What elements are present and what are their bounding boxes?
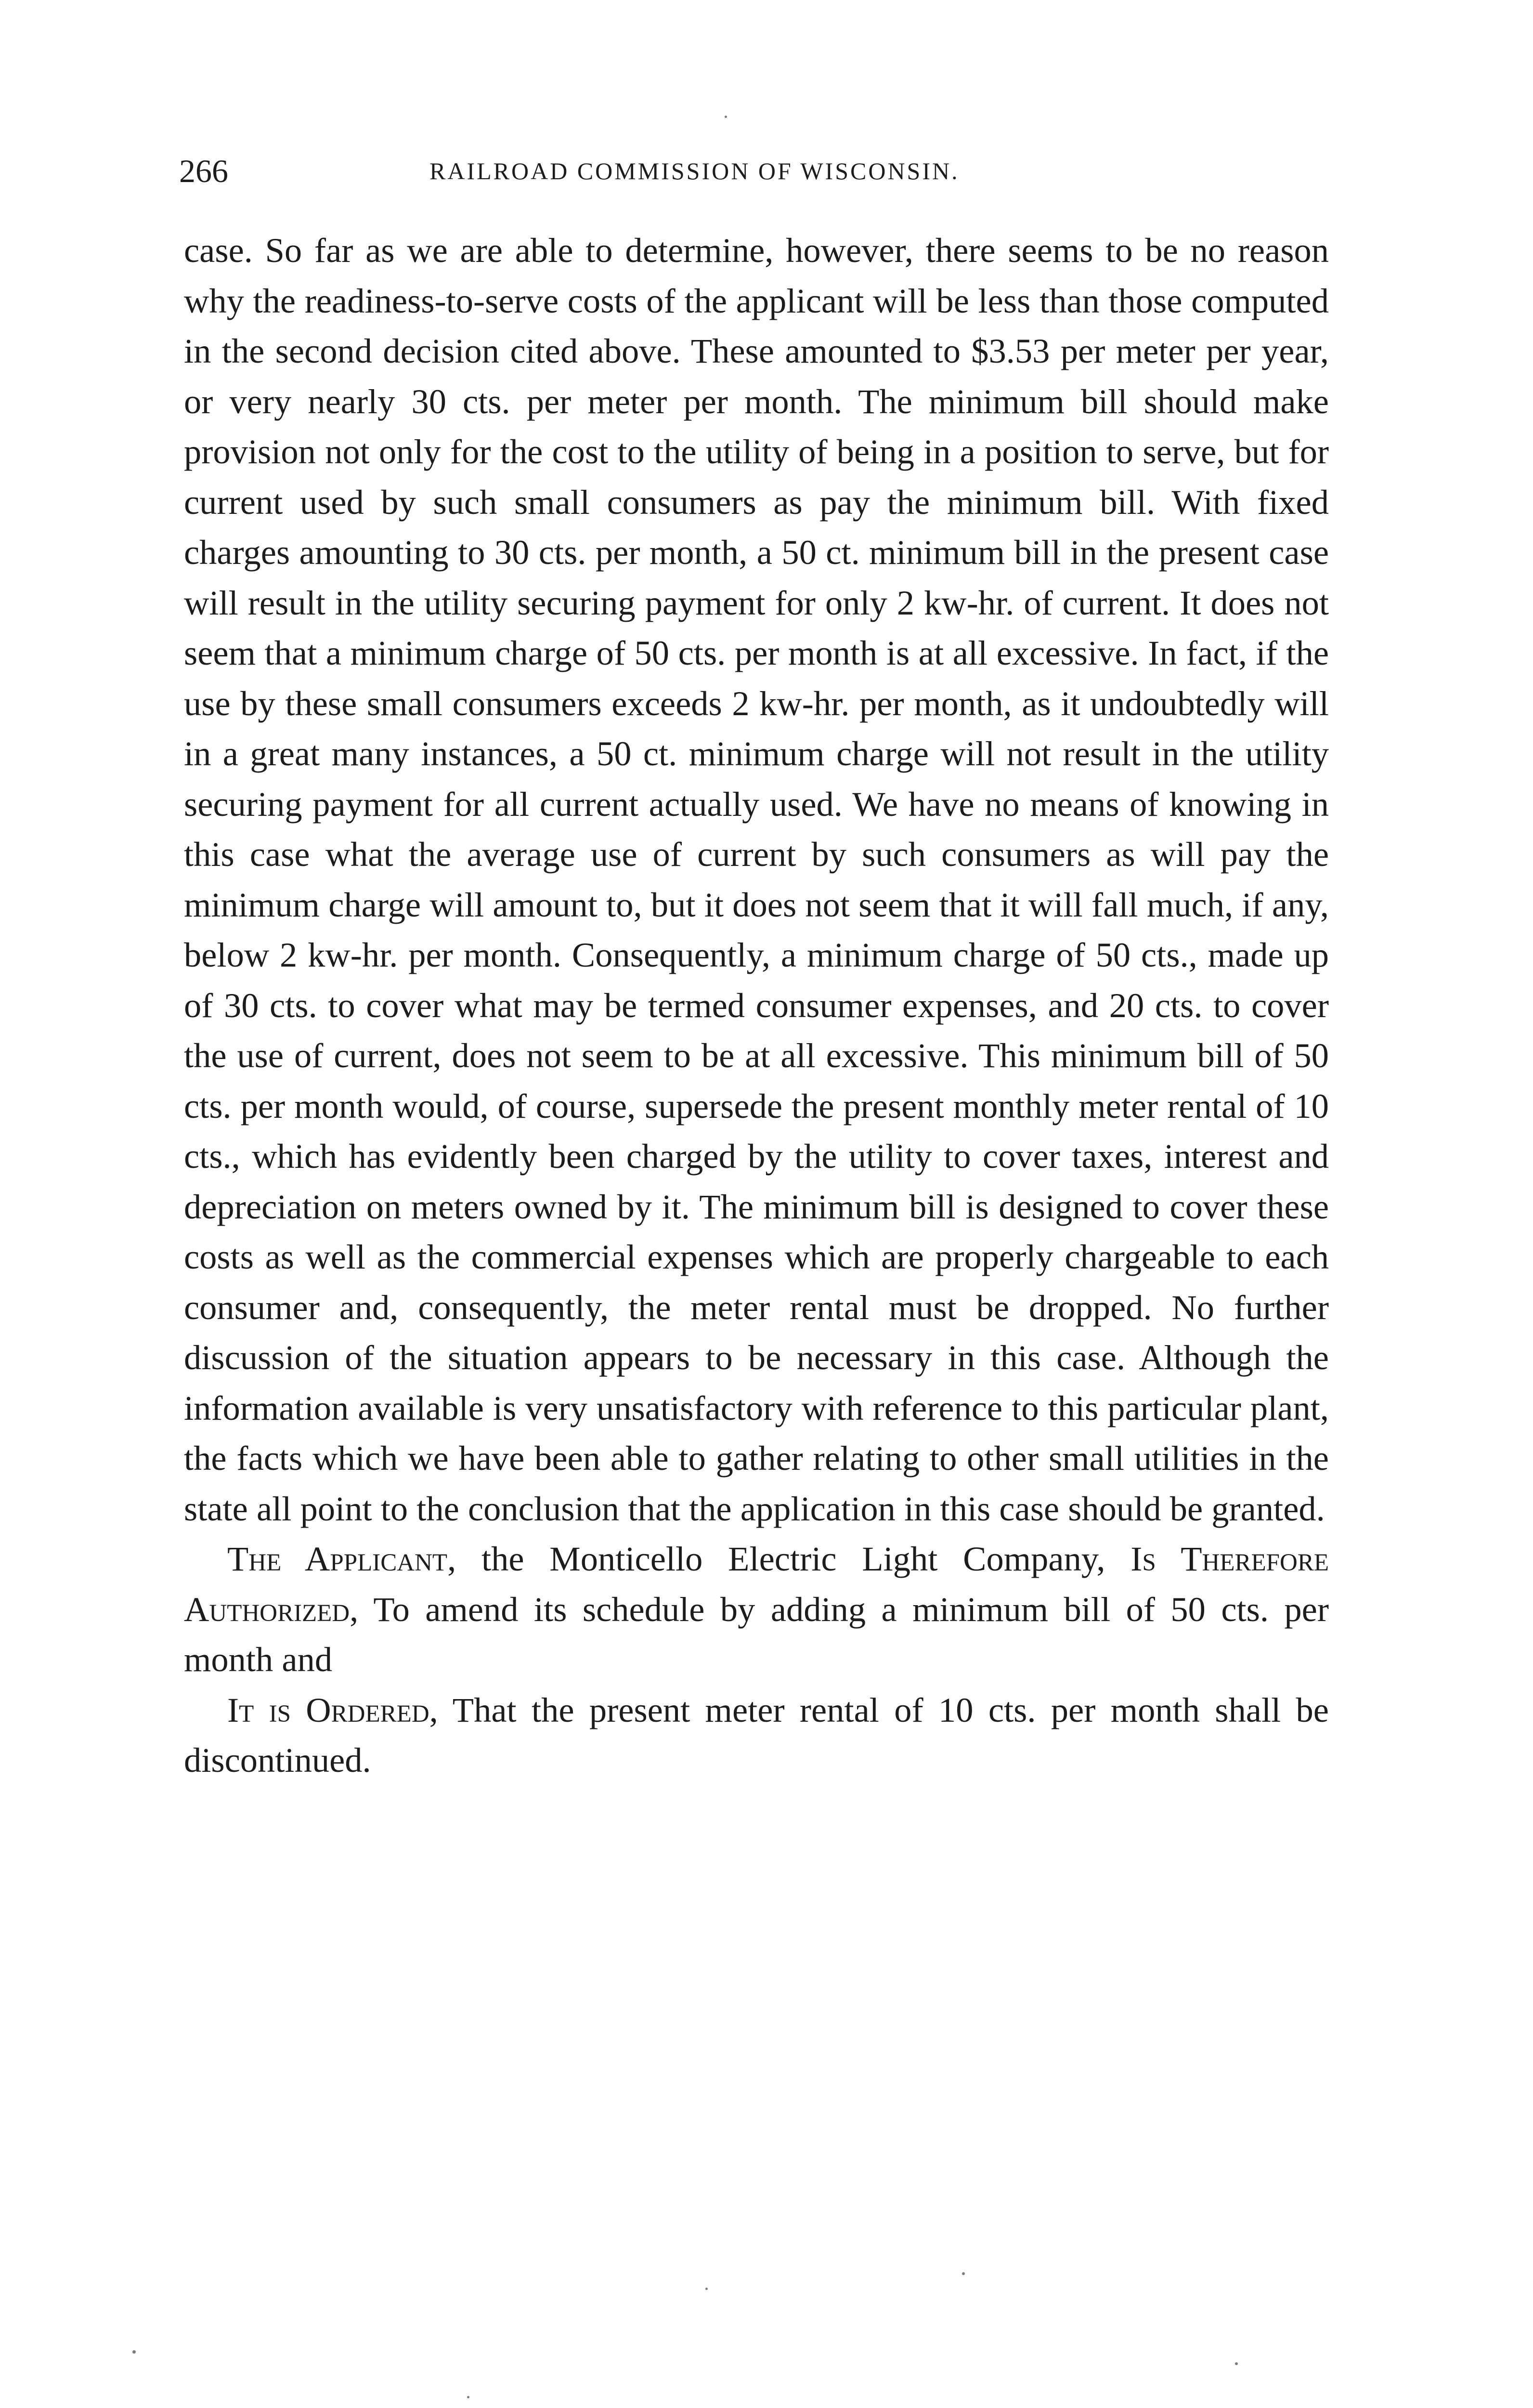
page-number: 266 xyxy=(179,153,228,189)
body-text xyxy=(184,225,1329,1786)
authorization-company: the Monticello Electric Light Company, xyxy=(456,1539,1131,1578)
authorization-text: To amend its schedule by adding a minimum bill of 50 cts. per month and xyxy=(184,1589,1329,1679)
print-speck xyxy=(1235,2362,1238,2365)
paragraph-authorization xyxy=(184,1534,1329,1685)
authorization-lead: The Applicant, xyxy=(227,1539,456,1578)
print-speck xyxy=(725,116,727,118)
order-lead: It is Ordered, xyxy=(227,1690,438,1729)
running-title: RAILROAD COMMISSION OF WISCONSIN. xyxy=(429,157,960,184)
print-speck xyxy=(467,2396,469,2398)
order-text: That the present meter rental of 10 cts. per month shall be discontinued. xyxy=(184,1690,1329,1780)
running-head xyxy=(179,144,1335,197)
paragraph-order xyxy=(184,1685,1329,1786)
print-speck xyxy=(962,2272,965,2275)
print-speck xyxy=(132,2350,136,2354)
paragraph-opinion: case. So far as we are able to determine, however, there seems to be no reason why the readiness-to-serve costs of the applicant will be less than those computed in the second decision cited above. These amounted to $3.53 per meter per year, or very nearly 30 cts. per meter per month. The minimum bill should make provision not only for the cost to the utility of being in a position to serve, but for current used by such small consumers as pay the minimum bill. With fixed charges amounting to 30 cts. per month, a 50 ct. minimum bill in the present case will result in the utility securing payment for only 2 kw-hr. of current. It does not seem that a minimum charge of 50 cts. per month is at all excessive. In fact, if the use by these small consumers exceeds 2 kw-hr. per month, as it undoubtedly will in a great many instances, a 50 ct. minimum charge will not result in the utility securing payment for all current actually used. We have no means of knowing in this case what the average use of current by such consumers as will pay the minimum charge will amount to, but it does not seem that it will fall much, if any, below 2 kw-hr. per month. Consequently, a minimum charge of 50 cts., made up of 30 cts. to cover what may be termed consumer expenses, and 20 cts. to cover the use of current, does not seem to be at all excessive. This minimum bill of 50 cts. per month would, of course, supersede the present monthly meter rental of 10 cts., which has evidently been charged by the utility to cover taxes, interest and depreciation on meters owned by it. The minimum bill is designed to cover these costs as well as the commercial expenses which are properly chargeable to each consumer and, consequently, the meter rental must be dropped. No further discussion of the situation appears to be necessary in this case. Although the information available is very unsatisfactory with reference to this particular plant, the facts which we have been able to gather relating to other small utilities in the state all point to the conclusion that the application in this case should be granted. xyxy=(184,231,1329,1528)
print-speck xyxy=(705,2288,708,2290)
authorization-lead-2: Is Therefore Authorized, xyxy=(184,1539,1329,1629)
